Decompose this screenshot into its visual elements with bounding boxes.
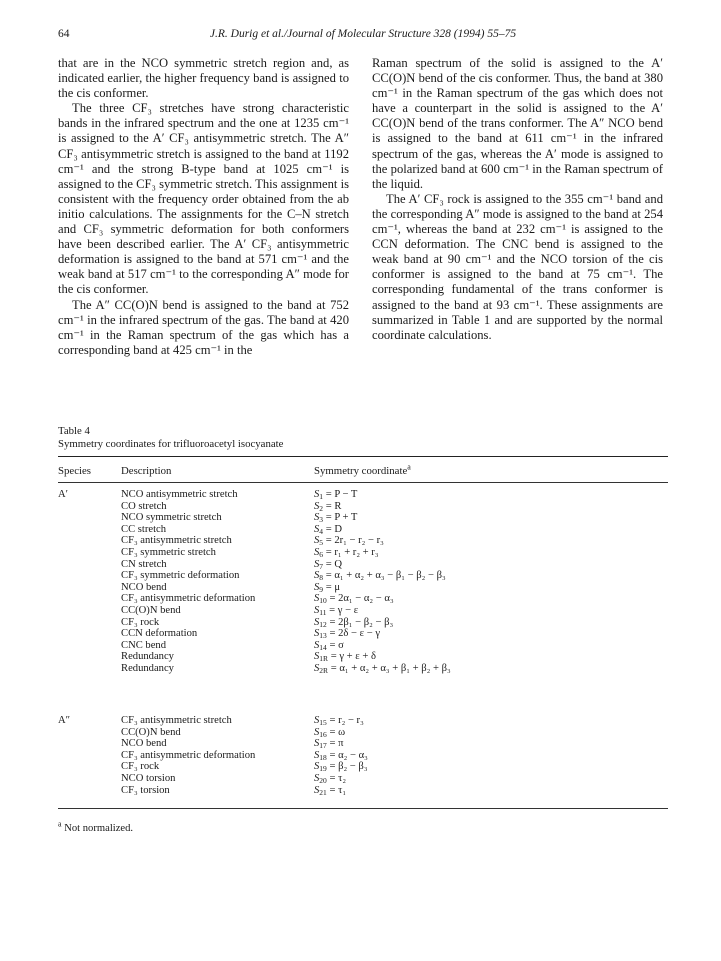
- table-row: [58, 593, 668, 605]
- table-row: [58, 773, 668, 785]
- coordinate-cell: [314, 512, 357, 524]
- table-row: [58, 535, 668, 547]
- description-cell: CNC bend: [121, 639, 167, 651]
- footnote-mark: a: [407, 462, 411, 472]
- coordinate-symbol: S: [314, 639, 320, 651]
- coordinate-symbol: S: [314, 662, 320, 674]
- description-cell: CF₃ torsion: [121, 784, 170, 796]
- coordinate-symbol: S: [314, 512, 320, 524]
- table-row: [58, 547, 668, 559]
- coordinate-symbol: S: [314, 546, 320, 558]
- paragraph: that are in the NCO symmetric stretch region and, as indicated earlier, the higher frequency band is assigned to the cis conformer.: [58, 56, 349, 101]
- description-cell: Redundancy: [121, 651, 174, 663]
- table-label: Table 4: [58, 425, 90, 437]
- coordinate-cell: [314, 524, 342, 536]
- coordinate-symbol: S: [314, 738, 320, 750]
- table-row: [58, 640, 668, 652]
- footnote-text: Not normalized.: [61, 823, 134, 834]
- description-cell: CC stretch: [121, 523, 167, 535]
- table-row: [58, 651, 668, 663]
- coordinate-cell: [314, 750, 368, 762]
- coordinate-index: 12: [319, 619, 327, 629]
- coordinate-expression: = Q: [323, 558, 342, 570]
- description-cell: CF₃ antisymmetric stretch: [121, 535, 232, 547]
- coordinate-expression: = P − T: [323, 489, 358, 500]
- coordinate-cell: [314, 501, 341, 513]
- coordinate-symbol: S: [314, 500, 320, 512]
- description-cell: NCO bend: [121, 581, 167, 593]
- description-cell: CF₃ symmetric deformation: [121, 570, 240, 582]
- paragraph: The A″ CC(O)N bend is assigned to the band at 752 cm⁻¹ in the infrared spectrum of the gas. The band at 420 cm⁻¹ in the Raman spectrum of the gas which has a corresponding band at 425 cm⁻¹ in the: [58, 297, 349, 357]
- coordinate-symbol: S: [314, 726, 320, 738]
- coordinate-cell: [314, 773, 346, 785]
- description-cell: CC(O)N bend: [121, 726, 181, 738]
- description-cell: CF₃ rock: [121, 616, 160, 628]
- table-row: [58, 512, 668, 524]
- description-cell: NCO torsion: [121, 772, 176, 784]
- table-row: [58, 570, 668, 582]
- coordinate-cell: [314, 785, 346, 797]
- coordinate-symbol: S: [314, 558, 320, 570]
- coordinate-symbol: S: [314, 604, 320, 616]
- table-row: [58, 727, 668, 739]
- coordinate-cell: [314, 547, 379, 559]
- coordinate-expression: = R: [323, 500, 342, 512]
- description-cell: CO stretch: [121, 500, 167, 512]
- coordinate-symbol: S: [314, 489, 320, 500]
- coordinate-expression: = α₂ − α₃: [326, 749, 368, 761]
- coordinate-cell: [314, 593, 394, 605]
- coordinate-expression: = β₂ − β₃: [326, 761, 368, 773]
- table-row: [58, 738, 668, 750]
- table-header-rule: [58, 482, 668, 483]
- coordinate-index: 14: [319, 642, 327, 652]
- description-cell: CF₃ rock: [121, 761, 160, 773]
- table-row: [58, 559, 668, 571]
- coordinate-index: 9: [319, 584, 324, 594]
- table-row: [58, 628, 668, 640]
- coordinate-symbol: S: [314, 616, 320, 628]
- coordinate-index: 6: [319, 549, 324, 559]
- coordinate-expression: = τ₁: [326, 784, 347, 796]
- coordinate-cell: [314, 715, 364, 727]
- coordinate-cell: [314, 582, 340, 594]
- coordinate-cell: [314, 761, 368, 773]
- table-row: [58, 761, 668, 773]
- coordinate-cell: [314, 651, 376, 663]
- footnote-mark: a: [58, 819, 62, 829]
- coordinate-index: 8: [319, 573, 324, 583]
- species-group-a-prime: [58, 489, 668, 675]
- coordinate-cell: [314, 628, 380, 640]
- coordinate-symbol: S: [314, 628, 320, 640]
- table-row: [58, 663, 668, 675]
- coordinate-cell: [314, 559, 342, 571]
- coordinate-index: 2: [319, 503, 324, 513]
- table-row: [58, 715, 668, 727]
- description-cell: CN stretch: [121, 558, 167, 570]
- coordinate-index: 7: [319, 561, 324, 571]
- coordinate-symbol: S: [314, 535, 320, 547]
- coordinate-symbol: S: [314, 593, 320, 605]
- right-column: [372, 56, 663, 343]
- description-cell: CF₃ antisymmetric stretch: [121, 715, 232, 726]
- table-footnote: [58, 819, 134, 834]
- coordinate-cell: [314, 663, 451, 675]
- coordinate-symbol: S: [314, 523, 320, 535]
- paragraph: The three CF₃ stretches have strong characteristic bands in the infrared spectrum and the one at 1235 cm⁻¹ is assigned to the A′ CF₃ antisymmetric stretch. The A″ CF₃ antisymmetric stretch is assigned to the band at 1192 cm⁻¹ and the strong B-type band at 1025 cm⁻¹ is assigned to the CF₃ symmetric stretch. This assignment is consistent with the frequency order obtained from the ab initio calculations. The assignments for the C–N stretch and CF₃ symmetric deformation for both conformers have been described earlier. The A′ CF₃ antisymmetric deformation is assigned to the band at 571 cm⁻¹ and the weak band at 517 cm⁻¹ to the corresponding A″ mode for the cis conformer.: [58, 101, 349, 297]
- table-bottom-rule: [58, 808, 668, 809]
- species-group-a-double-prime: [58, 715, 668, 796]
- description-cell: NCO bend: [121, 738, 167, 750]
- coordinate-expression: = D: [323, 523, 342, 535]
- coordinate-cell: [314, 738, 343, 750]
- description-cell: Redundancy: [121, 662, 174, 674]
- table-row: [58, 489, 668, 501]
- description-cell: NCO symmetric stretch: [121, 512, 222, 524]
- coordinate-expression: = 2β₁ − β₂ − β₃: [326, 616, 394, 628]
- description-cell: NCO antisymmetric stretch: [121, 489, 238, 500]
- coordinate-index: 17: [319, 741, 327, 751]
- coordinate-index: 19: [319, 764, 327, 774]
- coordinate-symbol: S: [314, 581, 320, 593]
- coordinate-expression: = τ₂: [326, 772, 347, 784]
- coordinate-index: 11: [319, 607, 327, 617]
- coordinate-expression: = 2α₁ − α₂ − α₃: [326, 593, 394, 605]
- page-number: 64: [58, 28, 70, 40]
- table-top-rule: [58, 456, 668, 457]
- coordinate-index: 18: [319, 752, 327, 762]
- coordinate-expression: = γ + ε + δ: [328, 651, 376, 663]
- coordinate-index: 1R: [319, 654, 329, 664]
- coordinate-symbol: S: [314, 761, 320, 773]
- coordinate-cell: [314, 570, 446, 582]
- coordinate-expression: = r₁ + r₂ + r₃: [323, 546, 379, 558]
- table-row: [58, 524, 668, 536]
- paragraph: Raman spectrum of the solid is assigned to the A′ CC(O)N bend of the cis conformer. Thus, the band at 380 cm⁻¹ in the Raman spectrum of the gas which does not have a counterpart in the solid is assigned to the A′ CC(O)N bend of the trans conformer. The A″ NCO bend is assigned to the band at 611 cm⁻¹ in the infrared spectrum of the gas, whereas the A′ mode is assigned to the polarized band at 600 cm⁻¹ in the Raman spectrum of the liquid.: [372, 56, 663, 191]
- description-cell: CF₃ antisymmetric deformation: [121, 749, 256, 761]
- coordinate-index: 10: [319, 596, 327, 606]
- coordinate-expression: = μ: [323, 581, 340, 593]
- header-coordinate: [314, 462, 411, 477]
- table-row: [58, 582, 668, 594]
- coordinate-symbol: S: [314, 772, 320, 784]
- paragraph: The A′ CF₃ rock is assigned to the 355 cm⁻¹ band and the corresponding A″ mode is assigned to the band at 254 cm⁻¹, whereas the band at 232 cm⁻¹ is assigned to the CCN deformation. The CNC bend is assigned to the weak band at 90 cm⁻¹ and the NCO torsion of the cis conformer is assigned to the band at 75 cm⁻¹. The corresponding fundamental of the trans conformer is assigned to the band at 93 cm⁻¹. These assignments are summarized in Table 1 and are supported by the normal coordinate calculations.: [372, 191, 663, 342]
- coordinate-index: 20: [319, 775, 327, 785]
- coordinate-expression: = r₂ − r₃: [326, 715, 364, 726]
- coordinate-cell: [314, 605, 358, 617]
- coordinate-symbol: S: [314, 570, 320, 582]
- coordinate-symbol: S: [314, 749, 320, 761]
- coordinate-symbol: S: [314, 784, 320, 796]
- coordinate-index: 21: [319, 787, 327, 797]
- coordinate-index: 3: [319, 515, 324, 525]
- coordinate-expression: = 2r₁ − r₂ − r₃: [323, 535, 384, 547]
- header-description: Description: [121, 465, 172, 477]
- coordinate-index: 4: [319, 526, 324, 536]
- table-row: [58, 605, 668, 617]
- coordinate-symbol: S: [314, 651, 320, 663]
- header-coordinate-label: Symmetry coordinate: [314, 465, 408, 477]
- coordinate-symbol: S: [314, 715, 320, 726]
- coordinate-index: 2R: [319, 665, 329, 675]
- coordinate-expression: = α₁ + α₂ + α₃ + β₁ + β₂ + β₃: [328, 662, 451, 674]
- coordinate-expression: = σ: [326, 639, 344, 651]
- coordinate-index: 16: [319, 729, 327, 739]
- table-row: [58, 785, 668, 797]
- table-title: Symmetry coordinates for trifluoroacetyl isocyanate: [58, 438, 284, 450]
- table-caption: [58, 425, 283, 451]
- running-head: J.R. Durig et al./Journal of Molecular Structure 328 (1994) 55–75: [209, 28, 517, 40]
- coordinate-expression: = α₁ + α₂ + α₃ − β₁ − β₂ − β₃: [323, 570, 446, 582]
- coordinate-index: 5: [319, 538, 324, 548]
- page-header: [58, 28, 668, 44]
- coordinate-expression: = 2δ − ε − γ: [326, 628, 381, 640]
- coordinate-cell: [314, 535, 384, 547]
- left-column: [58, 56, 349, 358]
- coordinate-index: 1: [319, 492, 324, 501]
- description-cell: CF₃ symmetric stretch: [121, 546, 216, 558]
- header-species: Species: [58, 465, 91, 477]
- coordinate-cell: [314, 489, 357, 501]
- species-cell: A′: [58, 489, 68, 500]
- coordinate-expression: = π: [326, 738, 344, 750]
- table-row: [58, 501, 668, 513]
- coordinate-expression: = ω: [326, 726, 346, 738]
- description-cell: CC(O)N bend: [121, 604, 181, 616]
- coordinate-cell: [314, 640, 344, 652]
- table-row: [58, 750, 668, 762]
- description-cell: CF₃ antisymmetric deformation: [121, 593, 256, 605]
- table-row: [58, 617, 668, 629]
- coordinate-index: 13: [319, 631, 327, 641]
- coordinate-expression: = γ − ε: [326, 604, 359, 616]
- coordinate-expression: = P + T: [323, 512, 358, 524]
- coordinate-index: 15: [319, 718, 327, 727]
- description-cell: CCN deformation: [121, 628, 198, 640]
- coordinate-cell: [314, 727, 345, 739]
- coordinate-cell: [314, 617, 393, 629]
- species-cell: A″: [58, 715, 71, 726]
